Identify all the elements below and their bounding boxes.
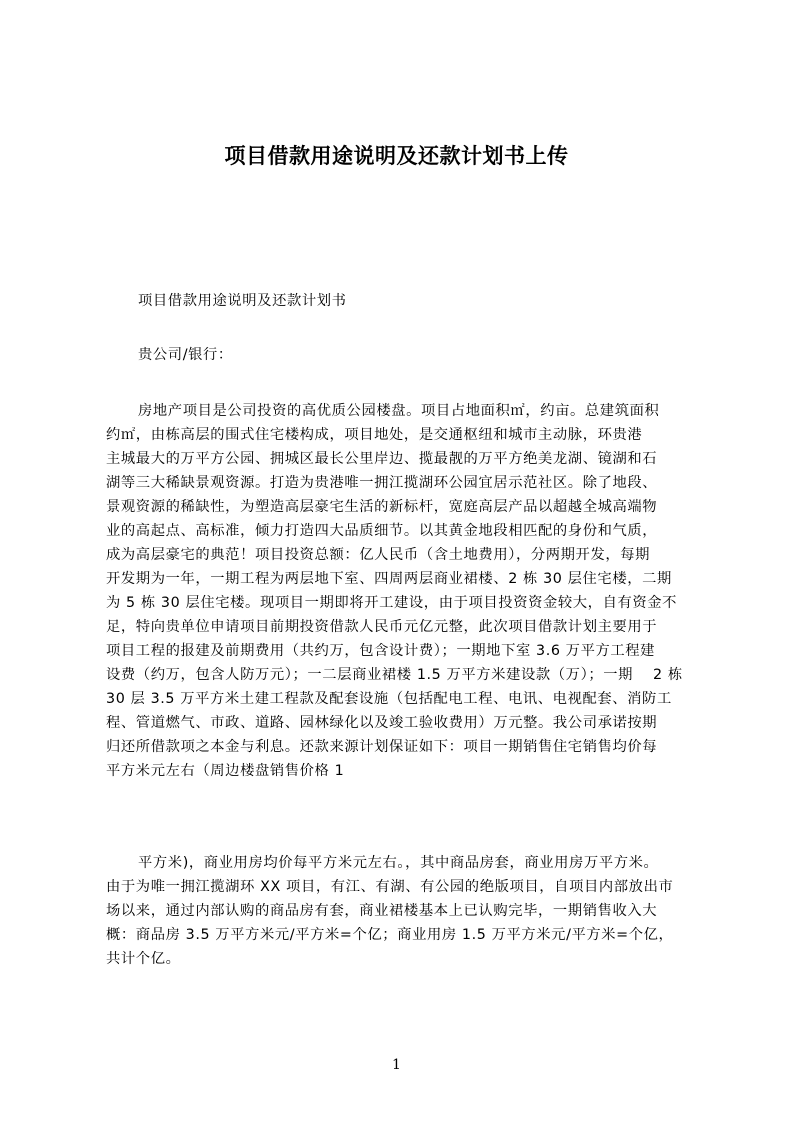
paragraph-line: 共计个亿。 — [106, 951, 181, 967]
paragraph-line: 主城最大的万平方公园、拥城区最长公里岸边、揽最靓的万平方绝美龙湖、镜湖和石 — [106, 451, 658, 467]
paragraph-line: 开发期为一年，一期工程为两层地下室、四周两层商业裙楼、2 栋 30 层住宅楼，二期 — [106, 571, 672, 587]
document-subtitle: 项目借款用途说明及还款计划书 — [138, 293, 347, 309]
paragraph-line: 归还所借款项之本金与利息。还款来源计划保证如下：项目一期销售住宅销售均价每 — [106, 739, 658, 755]
paragraph-line: 足，特向贵单位申请项目前期投资借款人民币元亿元整，此次项目借款计划主要用于 — [106, 619, 658, 635]
document-title: 项目借款用途说明及还款计划书上传 — [224, 144, 569, 168]
paragraph-line: 由于为唯一拥江揽湖环 XX 项目，有江、有湖、有公园的绝版项目，自项目内部放出市 — [106, 879, 674, 895]
paragraph-line: 景观资源的稀缺性，为塑造高层豪宅生活的新标杆，宽庭高层产品以超越全城高端物 — [106, 499, 658, 515]
paragraph-line: 房地产项目是公司投资的高优质公园楼盘。项目占地面积㎡，约亩。总建筑面积 — [138, 403, 660, 419]
paragraph-line: 设费（约万，包含人防万元）；一二层商业裙楼 1.5 万平方米建设款（万）；一期 2 栋 — [106, 667, 683, 683]
paragraph-line: 业的高起点、高标准，倾力打造四大品质细节。以其黄金地段相匹配的身份和气质， — [106, 523, 658, 539]
paragraph-line: 湖等三大稀缺景观资源。打造为贵港唯一拥江揽湖环公园宜居示范社区。除了地段、 — [106, 475, 658, 491]
paragraph-line: 约㎡，由栋高层的围式住宅楼构成，项目地处，是交通枢纽和城市主动脉，环贵港 — [106, 427, 643, 443]
paragraph-line: 场以来，通过内部认购的商品房有套，商业裙楼基本上已认购完毕，一期销售收入大 — [106, 903, 658, 919]
paragraph-line: 程、管道燃气、市政、道路、园林绿化以及竣工验收费用）万元整。我公司承诺按期 — [106, 715, 658, 731]
paragraph-line: 30 层 3.5 万平方米土建工程款及配套设施（包括配电工程、电讯、电视配套、消防工 — [106, 691, 672, 707]
paragraph-line: 项目工程的报建及前期费用（共约万，包含设计费）；一期地下室 3.6 万平方工程建 — [106, 643, 656, 659]
paragraph-line: 为 5 栋 30 层住宅楼。现项目一期即将开工建设，由于项目投资资金较大，自有资金不 — [106, 595, 678, 611]
page-number: 1 — [392, 1057, 401, 1073]
paragraph-line: 平方米)，商业用房均价每平方米元左右。，其中商品房套，商业用房万平方米。 — [138, 855, 659, 871]
paragraph-line: 概：商品房 3.5 万平方米元/平方米=个亿；商业用房 1.5 万平方米元/平方米=个亿， — [106, 927, 674, 943]
paragraph-line: 成为高层豪宅的典范！项目投资总额：亿人民币（含土地费用），分两期开发，每期 — [106, 547, 651, 563]
paragraph-line: 平方米元左右（周边楼盘销售价格 1 — [106, 763, 345, 779]
salutation: 贵公司/银行： — [138, 347, 233, 363]
